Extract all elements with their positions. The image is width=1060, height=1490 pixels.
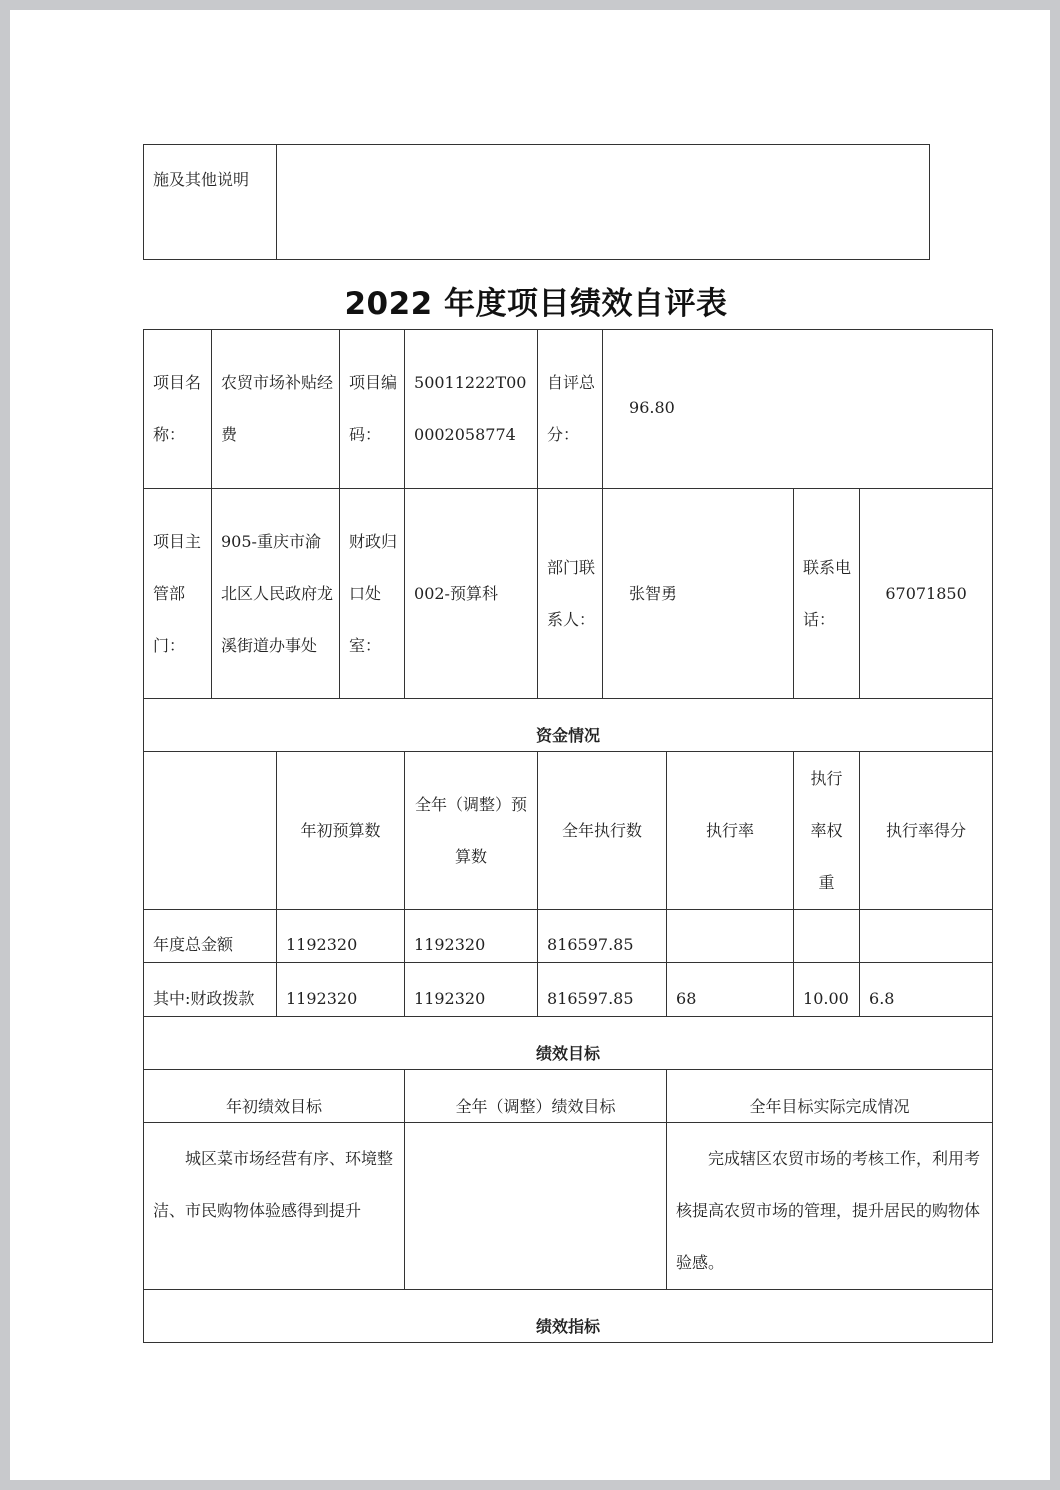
- contact-label: 部门联系人：: [538, 489, 603, 699]
- funds-cell-weight: [794, 910, 860, 963]
- table-row: [144, 963, 993, 1017]
- indicators-section-title: 绩效指标: [144, 1290, 993, 1343]
- project-name-value: 农贸市场补贴经费: [212, 330, 340, 489]
- funds-cell-adjusted: 1192320: [405, 910, 538, 963]
- page-title: 2022 年度项目绩效自评表: [344, 286, 728, 322]
- goals-header-initial: 年初绩效目标: [144, 1070, 405, 1123]
- funds-cell-executed: 816597.85: [538, 963, 667, 1017]
- finance-office-label: 财政归口处室：: [340, 489, 405, 699]
- funds-header-rate-weight: 执行率权重: [794, 752, 860, 910]
- funds-header-rate-score: 执行率得分: [860, 752, 993, 910]
- funds-cell-rate: 68: [667, 963, 794, 1017]
- funds-cell-initial: 1192320: [277, 910, 405, 963]
- notes-value: [277, 145, 930, 260]
- funds-cell-adjusted: 1192320: [405, 963, 538, 1017]
- document-page: [10, 10, 1050, 1480]
- score-value: 96.80: [603, 330, 993, 489]
- funds-row-label: 年度总金额: [144, 910, 277, 963]
- funds-cell-weight: 10.00: [794, 963, 860, 1017]
- phone-value: 67071850: [860, 489, 993, 699]
- goals-adjusted-text: [405, 1123, 667, 1290]
- funds-header-exec-rate: 执行率: [667, 752, 794, 910]
- funds-cell-initial: 1192320: [277, 963, 405, 1017]
- goals-header-adjusted: 全年（调整）绩效目标: [405, 1070, 667, 1123]
- project-code-value: 50011222T000002058774: [405, 330, 538, 489]
- funds-section-title: 资金情况: [144, 699, 993, 752]
- phone-label: 联系电话：: [794, 489, 860, 699]
- dept-value: 905-重庆市渝北区人民政府龙溪街道办事处: [212, 489, 340, 699]
- funds-cell-executed: 816597.85: [538, 910, 667, 963]
- funds-cell-score: 6.8: [860, 963, 993, 1017]
- notes-table: [143, 144, 930, 260]
- project-code-label: 项目编码：: [340, 330, 405, 489]
- goals-actual-text: 完成辖区农贸市场的考核工作，利用考核提高农贸市场的管理，提升居民的购物体验感。: [667, 1123, 993, 1290]
- funds-row-label: 其中:财政拨款: [144, 963, 277, 1017]
- notes-label: 施及其他说明: [144, 145, 277, 260]
- project-name-label: 项目名称：: [144, 330, 212, 489]
- funds-header-initial-budget: 年初预算数: [277, 752, 405, 910]
- contact-value: 张智勇: [603, 489, 794, 699]
- funds-cell-score: [860, 910, 993, 963]
- goals-initial-text: 城区菜市场经营有序、环境整洁、市民购物体验感得到提升: [144, 1123, 405, 1290]
- score-label: 自评总分：: [538, 330, 603, 489]
- funds-header-blank: [144, 752, 277, 910]
- evaluation-table: [143, 329, 993, 1343]
- funds-header-adjusted-budget: 全年（调整）预算数: [405, 752, 538, 910]
- funds-cell-rate: [667, 910, 794, 963]
- goals-header-actual: 全年目标实际完成情况: [667, 1070, 993, 1123]
- finance-office-value: 002-预算科: [405, 489, 538, 699]
- table-row: [144, 910, 993, 963]
- goals-section-title: 绩效目标: [144, 1017, 993, 1070]
- funds-header-executed: 全年执行数: [538, 752, 667, 910]
- dept-label: 项目主管部门：: [144, 489, 212, 699]
